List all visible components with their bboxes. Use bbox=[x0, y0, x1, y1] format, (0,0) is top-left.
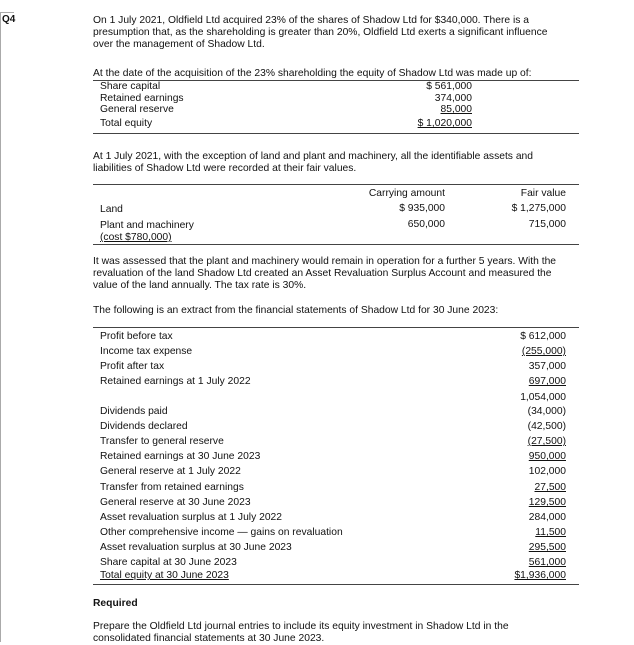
extract-row-label-text: Other comprehensive income — gains on revaluation bbox=[100, 527, 343, 538]
extract-row-value bbox=[466, 466, 566, 478]
assessment-paragraph bbox=[93, 256, 583, 292]
equity-value-total bbox=[380, 118, 472, 130]
extract-row-value-text: 102,000 bbox=[528, 466, 566, 477]
extract-row-label-text: Total equity at 30 June 2023 bbox=[100, 570, 229, 581]
extract-row-value-text: 284,000 bbox=[528, 512, 566, 523]
equity-label-general-reserve: General reserve bbox=[100, 104, 174, 115]
equity-value-general-reserve-text: 85,000 bbox=[440, 104, 472, 115]
extract-row-label bbox=[100, 482, 244, 494]
extract-row-value bbox=[466, 361, 566, 373]
asset-carrying-land: $ 935,000 bbox=[399, 203, 445, 214]
extract-row-value-text: 295,500 bbox=[528, 542, 566, 553]
asset-label-land: Land bbox=[100, 204, 123, 215]
extract-row-value bbox=[466, 527, 566, 539]
equity-value-general-reserve bbox=[380, 104, 472, 116]
extract-row-value bbox=[466, 542, 566, 554]
extract-row-label bbox=[100, 512, 282, 524]
equity-value-total-text: $ 1,020,000 bbox=[417, 118, 472, 129]
extract-row-value bbox=[466, 557, 566, 569]
asset-fair-land: $ 1,275,000 bbox=[511, 203, 566, 214]
fair-value-note bbox=[93, 151, 583, 175]
equity-label-total: Total equity bbox=[100, 118, 153, 129]
extract-row-value-text: (27,500) bbox=[527, 436, 566, 447]
extract-row-label-text: Transfer from retained earnings bbox=[100, 482, 244, 493]
extract-row-label bbox=[100, 361, 164, 373]
extract-row-label-text: Retained earnings at 30 June 2023 bbox=[100, 451, 261, 462]
extract-row-value bbox=[466, 421, 566, 433]
intro-line-1: On 1 July 2021, Oldfield Ltd acquired 23% of the shares of Shadow Ltd for $340,000. There is a bbox=[93, 15, 529, 26]
extract-row-label bbox=[100, 557, 237, 569]
extract-row-value bbox=[466, 331, 566, 343]
required-heading: Required bbox=[93, 598, 138, 609]
intro-paragraph bbox=[93, 15, 583, 51]
asset-col-fair-value: Fair value bbox=[520, 188, 566, 199]
extract-heading: The following is an extract from the financial statements of Shadow Ltd for 30 June 2023: bbox=[93, 305, 499, 316]
extract-row-label-text: Income tax expense bbox=[100, 346, 193, 357]
fair-value-line-1: At 1 July 2021, with the exception of land and plant and machinery, all the identifiable assets and bbox=[93, 151, 533, 162]
equity-heading: At the date of the acquisition of the 23% shareholding the equity of Shadow Ltd was made up of: bbox=[93, 68, 532, 79]
extract-row-value-text: 129,500 bbox=[528, 497, 566, 508]
extract-row-value bbox=[466, 512, 566, 524]
extract-row-label-text: Asset revaluation surplus at 30 June 2023 bbox=[100, 542, 292, 553]
assessment-line-3: value of the land annually. The tax rate is 30%. bbox=[93, 280, 307, 291]
extract-row-value-text: (255,000) bbox=[521, 346, 566, 357]
left-margin-bar bbox=[0, 12, 1, 642]
extract-row-label-text: Dividends paid bbox=[100, 406, 168, 417]
equity-label-share-capital: Share capital bbox=[100, 81, 161, 92]
question-label: Q4 bbox=[2, 14, 16, 25]
extract-row-value-text: 357,000 bbox=[528, 361, 566, 372]
top-margin-tick bbox=[0, 12, 14, 13]
assessment-line-1: It was assessed that the plant and machinery would remain in operation for a further 5 years. With the bbox=[93, 256, 557, 267]
asset-col-carrying-amount: Carrying amount bbox=[368, 188, 445, 199]
extract-row-label bbox=[100, 436, 224, 448]
extract-row-value bbox=[466, 392, 566, 404]
extract-row-value-text: 950,000 bbox=[528, 451, 566, 462]
extract-row-label-text: Asset revaluation surplus at 1 July 2022 bbox=[100, 512, 283, 523]
extract-row-value-text: 561,000 bbox=[528, 557, 566, 568]
extract-row-label-text: Profit after tax bbox=[100, 361, 165, 372]
equity-value-share-capital: $ 561,000 bbox=[426, 81, 472, 92]
asset-fair-plant: 715,000 bbox=[528, 219, 566, 230]
extract-row-value bbox=[466, 436, 566, 448]
equity-value-retained-earnings: 374,000 bbox=[434, 93, 472, 104]
extract-row-label bbox=[100, 406, 168, 418]
extract-row-label bbox=[100, 376, 251, 388]
extract-row-value bbox=[466, 406, 566, 418]
extract-row-label bbox=[100, 466, 241, 478]
equity-label-retained-earnings: Retained earnings bbox=[100, 93, 184, 104]
extract-row-value-text: (42,500) bbox=[527, 421, 566, 432]
intro-line-3: over the management of Shadow Ltd. bbox=[93, 39, 265, 50]
extract-row-value-text: $ 612,000 bbox=[520, 331, 566, 342]
assessment-line-2: revaluation of the land Shadow Ltd created an Asset Revaluation Surplus Account and measured the bbox=[93, 268, 552, 279]
extract-row-label bbox=[100, 497, 251, 509]
extract-row-label bbox=[100, 421, 188, 433]
extract-row-label-text: General reserve at 30 June 2023 bbox=[100, 497, 251, 508]
extract-row-label-text: Profit before tax bbox=[100, 331, 173, 342]
extract-top-rule bbox=[93, 327, 579, 328]
asset-table-bottom-rule bbox=[93, 244, 579, 245]
equity-heading-rule bbox=[93, 80, 579, 81]
asset-cost-note bbox=[100, 232, 172, 244]
asset-table-top-rule bbox=[93, 184, 579, 185]
equity-bottom-rule bbox=[93, 133, 579, 134]
extract-bottom-rule bbox=[93, 584, 579, 585]
extract-row-value bbox=[466, 451, 566, 463]
extract-row-value bbox=[466, 376, 566, 388]
extract-row-label-text: Share capital at 30 June 2023 bbox=[100, 557, 237, 568]
extract-row-value bbox=[466, 570, 566, 582]
asset-label-plant: Plant and machinery bbox=[100, 220, 194, 231]
extract-row-label bbox=[100, 527, 343, 539]
asset-cost-note-text: (cost $780,000) bbox=[100, 232, 172, 243]
extract-row-value-text: (34,000) bbox=[527, 406, 566, 417]
extract-row-value-text: 11,500 bbox=[535, 527, 566, 538]
extract-row-value bbox=[466, 482, 566, 494]
extract-row-value-text: $1,936,000 bbox=[514, 570, 566, 581]
extract-row-label-text: Dividends declared bbox=[100, 421, 188, 432]
required-paragraph bbox=[93, 621, 583, 645]
extract-row-label-text: General reserve at 1 July 2022 bbox=[100, 466, 241, 477]
required-line-1: Prepare the Oldfield Ltd journal entries to include its equity investment in Shadow Ltd in the bbox=[93, 621, 509, 632]
required-line-2: consolidated financial statements at 30 June 2023. bbox=[93, 633, 325, 644]
extract-row-value-text: 1,054,000 bbox=[520, 392, 566, 403]
extract-row-value bbox=[466, 346, 566, 358]
extract-row-value-text: 27,500 bbox=[534, 482, 566, 493]
extract-row-label-text: Transfer to general reserve bbox=[100, 436, 224, 447]
extract-row-label-text: Retained earnings at 1 July 2022 bbox=[100, 376, 251, 387]
extract-row-label bbox=[100, 346, 192, 358]
extract-row-label bbox=[100, 570, 229, 582]
extract-row-label bbox=[100, 451, 260, 463]
extract-row-label bbox=[100, 542, 292, 554]
asset-carrying-plant: 650,000 bbox=[407, 219, 445, 230]
extract-row-value-text: 697,000 bbox=[528, 376, 566, 387]
intro-line-2: presumption that, as the shareholding is greater than 20%, Oldfield Ltd exerts a significant influence bbox=[93, 27, 548, 38]
extract-row-value bbox=[466, 497, 566, 509]
fair-value-line-2: liabilities of Shadow Ltd were recorded at their fair values. bbox=[93, 163, 357, 174]
extract-row-label bbox=[100, 331, 173, 343]
